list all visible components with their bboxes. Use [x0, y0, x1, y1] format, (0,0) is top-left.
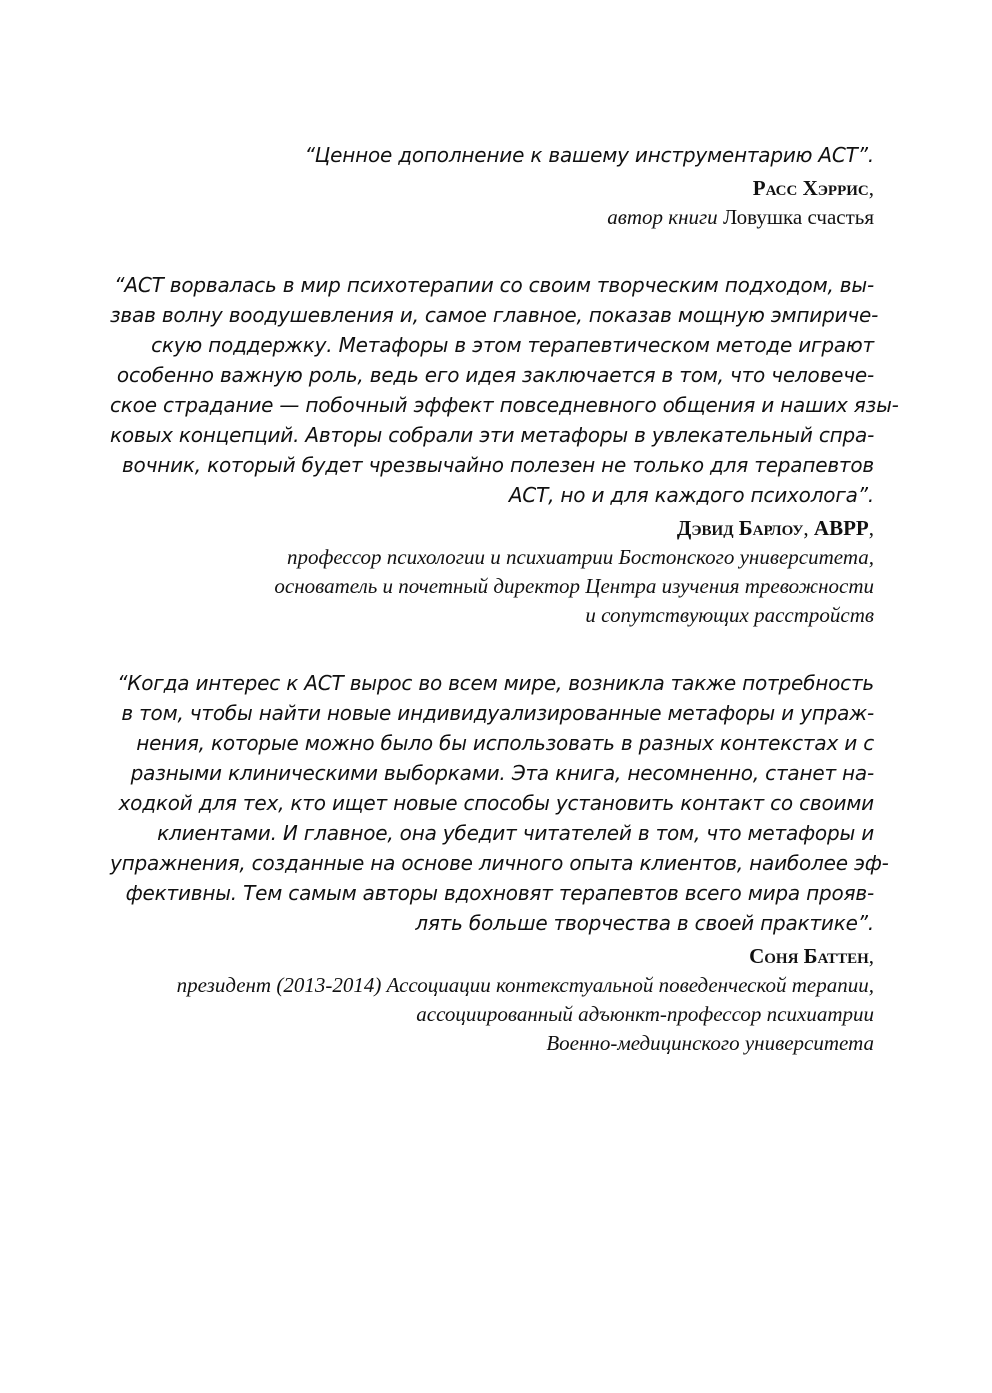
- author-degree: ABPP: [813, 516, 869, 540]
- quote-line: фективны. Тем самым авторы вдохновят терапевтов всего мира прояв-: [125, 881, 874, 905]
- author-name-line: [110, 513, 874, 543]
- author-name: Соня Баттен: [749, 944, 869, 968]
- author-name: Расс Хэррис: [752, 176, 869, 200]
- quote-line: скую поддержку. Метафоры в этом терапевтическом методе играют: [151, 333, 874, 357]
- endorsement-barlow: [110, 270, 899, 630]
- quote-line: вочник, который будет чрезвычайно полезен не только для терапевтов: [121, 453, 874, 477]
- quote-line: ское страдание — побочный эффект повседневного общения и наших язы-: [110, 393, 899, 417]
- author-credentials-line: основатель и почетный директор Центра изучения тревожности: [274, 574, 874, 598]
- endorsement-harris: [110, 140, 874, 232]
- book-title: Ловушка счастья: [722, 205, 874, 229]
- author-credentials-line: и сопутствующих расстройств: [585, 603, 874, 627]
- author-credentials-line: профессор психологии и психиатрии Бостонского университета,: [286, 545, 874, 569]
- quote-line: звав волну воодушевления и, самое главное, показав мощную эмпириче-: [110, 303, 879, 327]
- author-credentials: [110, 203, 874, 232]
- author-credentials-line: президент (2013-2014) Ассоциации контекстуальной поведенческой терапии,: [176, 973, 874, 997]
- author-credentials-line: ассоциированный адъюнкт-профессор психиатрии: [416, 1002, 874, 1026]
- author-punctuation: ,: [868, 516, 874, 540]
- quote-line: особенно важную роль, ведь его идея заключается в том, что человече-: [116, 363, 874, 387]
- quote-line: клиентами. И главное, она убедит читателей в том, что метафоры и: [157, 821, 874, 845]
- quote-line: “АСТ ворвалась в мир психотерапии со своим творческим подходом, вы-: [114, 273, 874, 297]
- quote-line: лять больше творчества в своей практике”.: [415, 911, 874, 935]
- endorsement-batten: [110, 668, 889, 1058]
- author-punctuation: ,: [868, 176, 874, 200]
- credential-prefix: автор книги: [607, 205, 723, 229]
- author-name-line: [110, 941, 874, 971]
- quote-line: АСТ, но и для каждого психолога”.: [508, 483, 874, 507]
- author-punctuation: ,: [868, 944, 874, 968]
- quote-line: нения, которые можно было бы использовать в разных контекстах и с: [136, 731, 874, 755]
- author-name-line: [110, 173, 874, 203]
- author-separator: ,: [803, 516, 814, 540]
- quote-line: в том, чтобы найти новые индивидуализированные метафоры и упраж-: [121, 701, 874, 725]
- quote-line: ходкой для тех, кто ищет новые способы установить контакт со своими: [118, 791, 874, 815]
- endorsements-section: [110, 140, 899, 1058]
- quote-line: разными клиническими выборками. Эта книга, несомненно, станет на-: [130, 761, 874, 785]
- quote-line: упражнения, созданные на основе личного опыта клиентов, наиболее эф-: [110, 851, 889, 875]
- quote-line: “Когда интерес к АСТ вырос во всем мире, возникла также потребность: [117, 671, 874, 695]
- quote-line: ковых концепций. Авторы собрали эти метафоры в увлекательный спра-: [110, 423, 875, 447]
- author-name: Дэвид Барлоу: [676, 516, 804, 540]
- author-credentials-line: Военно-медицинского университета: [546, 1031, 874, 1055]
- quote-line: “Ценное дополнение к вашему инструментарию АСТ”.: [304, 143, 874, 167]
